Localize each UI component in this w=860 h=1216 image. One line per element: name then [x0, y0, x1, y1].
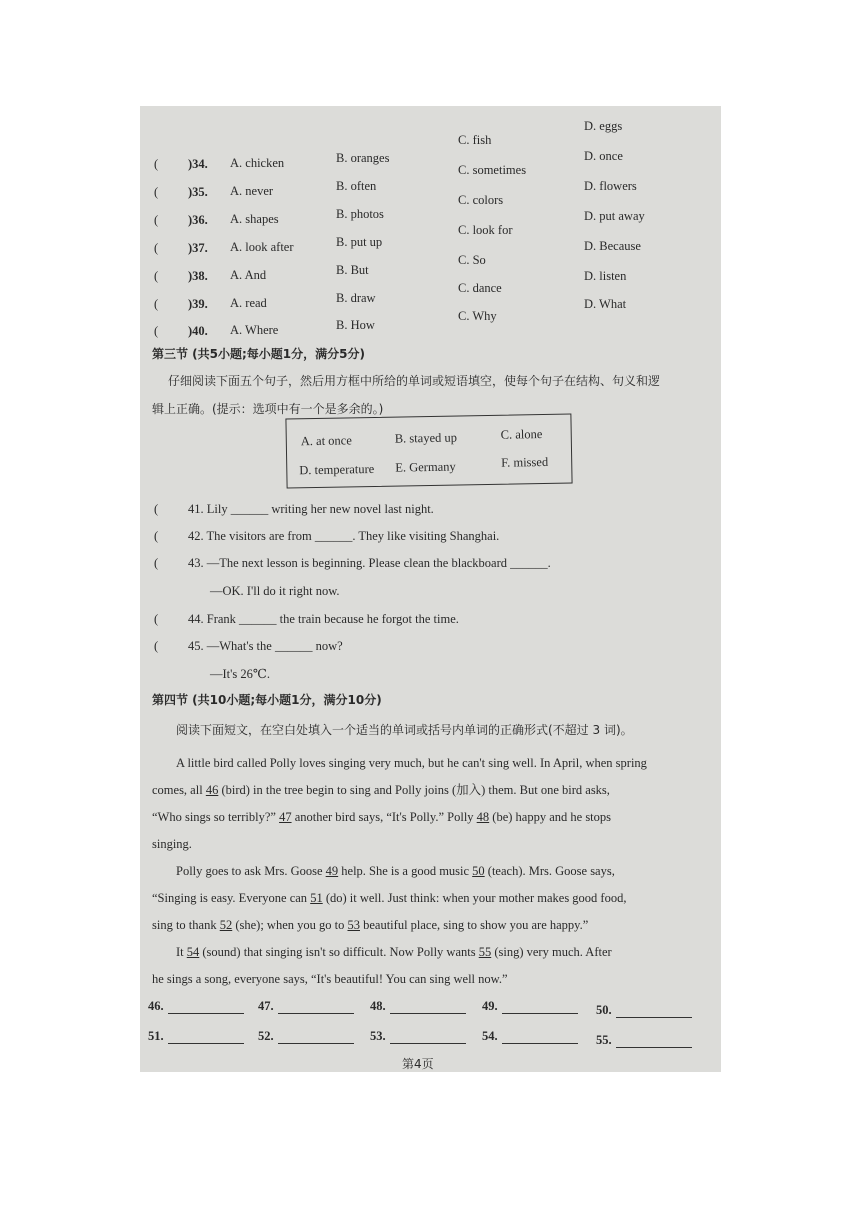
passage-text: beautiful place, sing to show you are happy.” — [359, 918, 589, 932]
passage-line — [152, 804, 714, 831]
option-d: D. What — [584, 297, 627, 311]
option-d: D. temperature — [299, 461, 375, 478]
answer-blank-51[interactable] — [148, 1028, 244, 1044]
paren-41: ( — [154, 502, 159, 516]
passage-text: help. She is a good music — [338, 864, 473, 878]
passage-text: “Singing is easy. Everyone can — [152, 891, 311, 905]
passage-text: (she); when you go to — [232, 918, 348, 932]
passage-text: singing. — [152, 837, 192, 851]
blank-46: 46 — [205, 783, 219, 797]
passage-text: It — [176, 945, 187, 959]
option-c: C. So — [458, 253, 486, 267]
question-number: )37. — [188, 241, 208, 255]
blank-50: 50 — [472, 864, 485, 878]
answer-line[interactable] — [278, 999, 354, 1014]
answer-line[interactable] — [278, 1029, 354, 1044]
option-a: A. Where — [230, 323, 279, 337]
option-d: D. listen — [584, 269, 627, 283]
question-45: 45. —What's the ______ now? — [188, 639, 343, 653]
question-42: 42. The visitors are from ______. They like visiting Shanghai. — [188, 529, 500, 543]
option-b: B. oranges — [336, 151, 390, 165]
option-c: C. sometimes — [458, 163, 527, 177]
section3-instruction: 仔细阅读下面五个句子，然后用方框中所给的单词或短语填空，使每个句子在结构、句义和逻 — [168, 374, 661, 388]
option-d: D. eggs — [584, 119, 623, 133]
option-b: B. But — [336, 263, 369, 277]
question-number: )34. — [188, 157, 208, 171]
paren-44: ( — [154, 612, 159, 626]
question-number: )39. — [188, 297, 208, 311]
answer-label: 53. — [370, 1029, 386, 1043]
passage-text: (be) happy and he stops — [489, 810, 612, 824]
passage — [152, 750, 714, 993]
option-b: B. draw — [336, 291, 376, 305]
section3-instruction-2: 辑上正确。(提示：选项中有一个是多余的。) — [152, 402, 384, 416]
section4-instruction: 阅读下面短文，在空白处填入一个适当的单词或括号内单词的正确形式(不超过 3 词)。 — [176, 723, 633, 737]
option-c: C. alone — [500, 427, 543, 442]
option-a: A. look after — [230, 240, 294, 254]
answer-blank-53[interactable] — [370, 1028, 466, 1044]
answer-label: 48. — [370, 999, 386, 1013]
option-a: A. never — [230, 184, 274, 198]
paren-43: ( — [154, 556, 159, 570]
passage-line — [152, 831, 714, 858]
section4-heading: 第四节 (共10小题;每小题1分，满分10分) — [152, 693, 382, 707]
option-b: B. How — [336, 318, 375, 332]
option-b: B. often — [336, 179, 377, 193]
passage-text: Polly goes to ask Mrs. Goose — [176, 864, 326, 878]
paren-42: ( — [154, 529, 159, 543]
option-d: D. flowers — [584, 179, 637, 193]
answer-paren: ( — [154, 241, 159, 255]
option-c: C. fish — [458, 133, 492, 147]
blank-52: 52 — [219, 918, 233, 932]
answer-label: 49. — [482, 999, 498, 1013]
passage-line — [152, 750, 714, 777]
passage-text: comes, all — [152, 783, 206, 797]
passage-text: A little bird called Polly loves singing very much, but he can't sing well. In April, when spring — [176, 756, 647, 770]
passage-text: “Who sings so terribly?” — [152, 810, 280, 824]
passage-text: sing to thank — [152, 918, 220, 932]
word-box — [285, 414, 572, 489]
answer-label: 47. — [258, 999, 274, 1013]
option-b: B. photos — [336, 207, 384, 221]
answer-line[interactable] — [616, 1033, 692, 1048]
answer-paren: ( — [154, 213, 159, 227]
question-number: )35. — [188, 185, 208, 199]
option-a: A. shapes — [230, 212, 279, 226]
option-a: A. And — [230, 268, 267, 282]
option-c: C. colors — [458, 193, 504, 207]
question-43: 43. —The next lesson is beginning. Please clean the blackboard ______. — [188, 556, 551, 570]
question-number: )36. — [188, 213, 208, 227]
answer-paren: ( — [154, 297, 159, 311]
exam-page — [140, 106, 721, 1072]
question-45-reply: —It's 26℃. — [210, 667, 270, 681]
answer-line[interactable] — [168, 1029, 244, 1044]
passage-line — [152, 912, 714, 939]
answer-line[interactable] — [168, 999, 244, 1014]
passage-line — [152, 777, 714, 804]
passage-line — [152, 885, 714, 912]
passage-line — [152, 939, 714, 966]
passage-line — [152, 858, 714, 885]
answer-label: 55. — [596, 1033, 612, 1047]
blank-47: 47 — [279, 810, 292, 824]
blank-51: 51 — [310, 891, 323, 905]
answer-label: 51. — [148, 1029, 164, 1043]
blank-49: 49 — [325, 864, 339, 878]
page-number: 第4页 — [402, 1057, 434, 1071]
answer-blank-50[interactable] — [596, 1002, 692, 1018]
option-c: C. Why — [458, 309, 497, 323]
section3-heading: 第三节 (共5小题;每小题1分，满分5分) — [152, 347, 365, 361]
answer-label: 46. — [148, 999, 164, 1013]
answer-blank-48[interactable] — [370, 998, 466, 1014]
answer-blank-47[interactable] — [258, 998, 354, 1014]
option-b: B. stayed up — [394, 430, 458, 446]
answer-blank-55[interactable] — [596, 1032, 692, 1048]
question-41: 41. Lily ______ writing her new novel last night. — [188, 502, 434, 516]
answer-line[interactable] — [390, 1029, 466, 1044]
option-d: D. once — [584, 149, 623, 163]
passage-text: another bird says, “It's Polly.” Polly — [291, 810, 477, 824]
answer-blank-54[interactable] — [482, 1028, 578, 1044]
answer-blank-46[interactable] — [148, 998, 244, 1014]
option-d: D. put away — [584, 209, 645, 223]
blank-55: 55 — [478, 945, 492, 959]
option-e: E. Germany — [395, 459, 456, 475]
passage-text: (sing) very much. After — [491, 945, 612, 959]
answer-label: 54. — [482, 1029, 498, 1043]
answer-blank-52[interactable] — [258, 1028, 354, 1044]
option-a: A. chicken — [230, 156, 285, 170]
answer-line[interactable] — [390, 999, 466, 1014]
passage-text: (sound) that singing isn't so difficult. Now Polly wants — [199, 945, 479, 959]
answer-line[interactable] — [502, 1029, 578, 1044]
passage-text: (bird) in the tree begin to sing and Polly joins (加入) them. But one bird asks, — [218, 783, 610, 797]
option-f: F. missed — [501, 454, 549, 470]
question-number: )40. — [188, 324, 208, 338]
option-a: A. at once — [300, 433, 352, 449]
question-number: )38. — [188, 269, 208, 283]
option-a: A. read — [230, 296, 267, 310]
paren-45: ( — [154, 639, 159, 653]
question-44: 44. Frank ______ the train because he forgot the time. — [188, 612, 459, 626]
answer-paren: ( — [154, 269, 159, 283]
passage-text: (teach). Mrs. Goose says, — [484, 864, 615, 878]
option-c: C. look for — [458, 223, 513, 237]
answer-line[interactable] — [502, 999, 578, 1014]
answer-paren: ( — [154, 324, 159, 338]
answer-paren: ( — [154, 185, 159, 199]
answer-paren: ( — [154, 157, 159, 171]
question-43-reply: —OK. I'll do it right now. — [210, 584, 340, 598]
option-b: B. put up — [336, 235, 383, 249]
passage-text: (do) it well. Just think: when your mother makes good food, — [322, 891, 627, 905]
blank-53: 53 — [347, 918, 360, 932]
answer-line[interactable] — [616, 1003, 692, 1018]
passage-text: he sings a song, everyone says, “It's beautiful! You can sing well now.” — [152, 972, 508, 986]
answer-label: 52. — [258, 1029, 274, 1043]
option-c: C. dance — [458, 281, 502, 295]
answer-blank-49[interactable] — [482, 998, 578, 1014]
answer-label: 50. — [596, 1003, 612, 1017]
passage-line — [152, 966, 714, 993]
option-d: D. Because — [584, 239, 641, 253]
blank-48: 48 — [476, 810, 490, 824]
blank-54: 54 — [186, 945, 200, 959]
